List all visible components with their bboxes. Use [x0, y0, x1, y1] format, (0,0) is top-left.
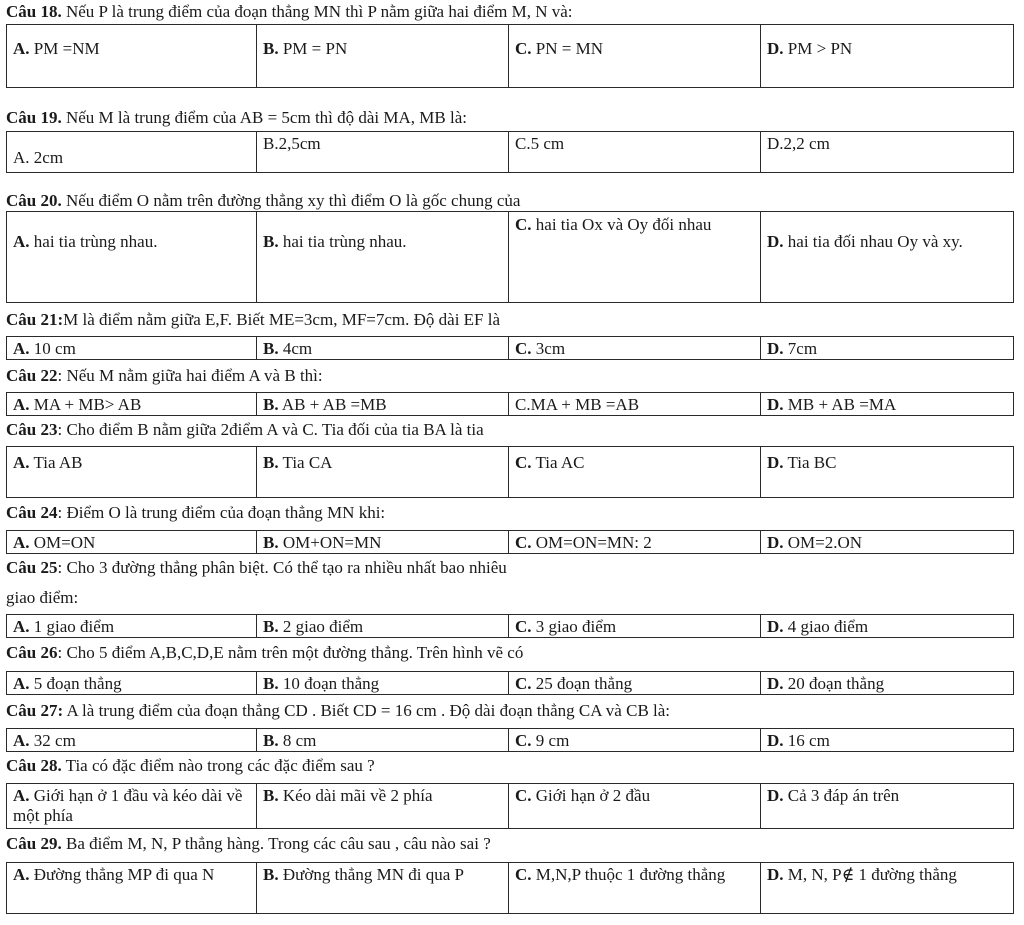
- question-text: Nếu P là trung điểm của đoạn thẳng MN thì P nằm giữa hai điểm M, N và:: [61, 2, 573, 21]
- option-b: B. OM+ON=MN: [257, 531, 509, 553]
- option-d: D. Tia BC: [767, 453, 837, 472]
- option-c: C. 3cm: [509, 337, 761, 359]
- question-number: Câu 19.: [6, 108, 62, 127]
- question-27-stem: [6, 701, 1014, 720]
- option-d: D. 16 cm: [767, 731, 830, 750]
- question-number: Câu 22: [6, 366, 58, 385]
- question-text: Tia có đặc điểm nào trong các đặc điểm sau ?: [61, 756, 375, 775]
- option-b: B. PM = PN: [257, 25, 509, 87]
- option-b: B. Tia CA: [257, 447, 509, 497]
- option-a: A. 10 cm: [7, 337, 257, 359]
- question-24-options: [6, 530, 1014, 554]
- question-20-options: [6, 211, 1014, 303]
- question-21-options: [6, 336, 1014, 360]
- option-a: A. Giới hạn ở 1 đầu và kéo dài về một phía: [7, 784, 257, 828]
- option-c: C. Tia AC: [509, 447, 761, 497]
- option-c: C. PN = MN: [509, 25, 761, 87]
- option-d: D. 7cm: [767, 339, 818, 358]
- question-number: Câu 18.: [6, 2, 62, 21]
- option-a: A. MA + MB> AB: [7, 393, 257, 415]
- option-c: C. OM=ON=MN: 2: [509, 531, 761, 553]
- question-text: Ba điểm M, N, P thẳng hàng. Trong các câu sau , câu nào sai ?: [61, 834, 491, 853]
- option-b: B. 8 cm: [257, 729, 509, 751]
- option-d: D. MB + AB =MA: [767, 395, 897, 414]
- option-b: B. 2 giao điểm: [257, 615, 509, 637]
- question-text: : Cho 3 đường thẳng phân biệt. Có thể tạo ra nhiều nhất bao nhiêu: [57, 558, 507, 577]
- question-number: Câu 23: [6, 420, 58, 439]
- question-23-stem: [6, 420, 1014, 439]
- question-27-options: [6, 728, 1014, 752]
- question-text: : Cho 5 điểm A,B,C,D,E nằm trên một đường thẳng. Trên hình vẽ có: [57, 643, 524, 662]
- question-text: Nếu điểm O nằm trên đường thẳng xy thì điểm O là gốc chung của: [61, 191, 521, 210]
- option-c: C. 9 cm: [509, 729, 761, 751]
- option-a: A. Tia AB: [7, 447, 257, 497]
- question-number: Câu 27:: [6, 701, 64, 720]
- option-b: B. hai tia trùng nhau.: [257, 212, 509, 302]
- option-a: A. 32 cm: [7, 729, 257, 751]
- option-c: C. Giới hạn ở 2 đầu: [509, 784, 761, 828]
- question-text-line2: giao điểm:: [6, 588, 79, 607]
- option-b: B. Đường thẳng MN đi qua P: [257, 863, 509, 913]
- question-23-options: [6, 446, 1014, 498]
- option-a: A. 1 giao điểm: [7, 615, 257, 637]
- option-c: C. 3 giao điểm: [509, 615, 761, 637]
- question-25-stem: [6, 558, 1014, 577]
- option-b: B. Kéo dài mãi về 2 phía: [257, 784, 509, 828]
- question-29-options: [6, 862, 1014, 914]
- question-28-stem: [6, 756, 1014, 775]
- question-text: M là điểm nằm giữa E,F. Biết ME=3cm, MF=7cm. Độ dài EF là: [63, 310, 501, 329]
- option-a: A. 5 đoạn thẳng: [7, 672, 257, 694]
- question-text: : Điểm O là trung điểm của đoạn thẳng MN khi:: [57, 503, 386, 522]
- question-text: A là trung điểm của đoạn thẳng CD . Biết CD = 16 cm . Độ dài đoạn thẳng CA và CB là:: [63, 701, 671, 720]
- option-b: B. 10 đoạn thẳng: [257, 672, 509, 694]
- question-26-options: [6, 671, 1014, 695]
- question-number: Câu 25: [6, 558, 58, 577]
- question-25-stem-continued: [6, 588, 1014, 607]
- option-d: D. 4 giao điểm: [767, 617, 869, 636]
- option-a: A. PM =NM: [7, 25, 257, 87]
- question-number: Câu 26: [6, 643, 58, 662]
- option-a: A. hai tia trùng nhau.: [7, 212, 257, 302]
- question-text: : Nếu M nằm giữa hai điểm A và B thì:: [57, 366, 323, 385]
- question-number: Câu 24: [6, 503, 58, 522]
- option-c: C. 25 đoạn thẳng: [509, 672, 761, 694]
- question-26-stem: [6, 643, 1014, 662]
- option-d: D. PM > PN: [767, 39, 853, 58]
- option-d: D. 20 đoạn thẳng: [767, 674, 885, 693]
- option-c: C. M,N,P thuộc 1 đường thẳng: [509, 863, 761, 913]
- option-a: A. Đường thẳng MP đi qua N: [7, 863, 257, 913]
- option-c: C.MA + MB =AB: [509, 393, 761, 415]
- question-25-options: [6, 614, 1014, 638]
- question-22-stem: [6, 366, 1014, 385]
- option-c: C.5 cm: [509, 132, 761, 172]
- question-number: Câu 21:: [6, 310, 64, 329]
- option-b: B.2,5cm: [257, 132, 509, 172]
- option-d: D. Cả 3 đáp án trên: [767, 786, 900, 805]
- question-24-stem: [6, 503, 1014, 522]
- question-29-stem: [6, 834, 1014, 853]
- option-a: A. 2cm: [7, 132, 257, 172]
- option-b: B. 4cm: [257, 337, 509, 359]
- question-18-stem: [6, 2, 1014, 21]
- question-text: : Cho điểm B nằm giữa 2điểm A và C. Tia đối của tia BA là tia: [57, 420, 484, 439]
- option-d: D. OM=2.ON: [767, 533, 863, 552]
- question-28-options: [6, 783, 1014, 829]
- question-22-options: [6, 392, 1014, 416]
- question-18-options: [6, 24, 1014, 88]
- question-19-options: [6, 131, 1014, 173]
- option-a: A. OM=ON: [7, 531, 257, 553]
- option-c: C. hai tia Ox và Oy đối nhau: [509, 212, 761, 302]
- question-text: Nếu M là trung điểm của AB = 5cm thì độ dài MA, MB là:: [61, 108, 467, 127]
- option-d: D. hai tia đối nhau Oy và xy.: [767, 232, 963, 251]
- question-number: Câu 20.: [6, 191, 62, 210]
- question-number: Câu 29.: [6, 834, 62, 853]
- question-number: Câu 28.: [6, 756, 62, 775]
- option-b: B. AB + AB =MB: [257, 393, 509, 415]
- option-d: D. M, N, P∉ 1 đường thẳng: [767, 865, 957, 884]
- question-21-stem: [6, 310, 1014, 329]
- question-20-stem: [6, 191, 1014, 210]
- question-19-stem: [6, 108, 1014, 127]
- option-d: D.2,2 cm: [767, 134, 830, 153]
